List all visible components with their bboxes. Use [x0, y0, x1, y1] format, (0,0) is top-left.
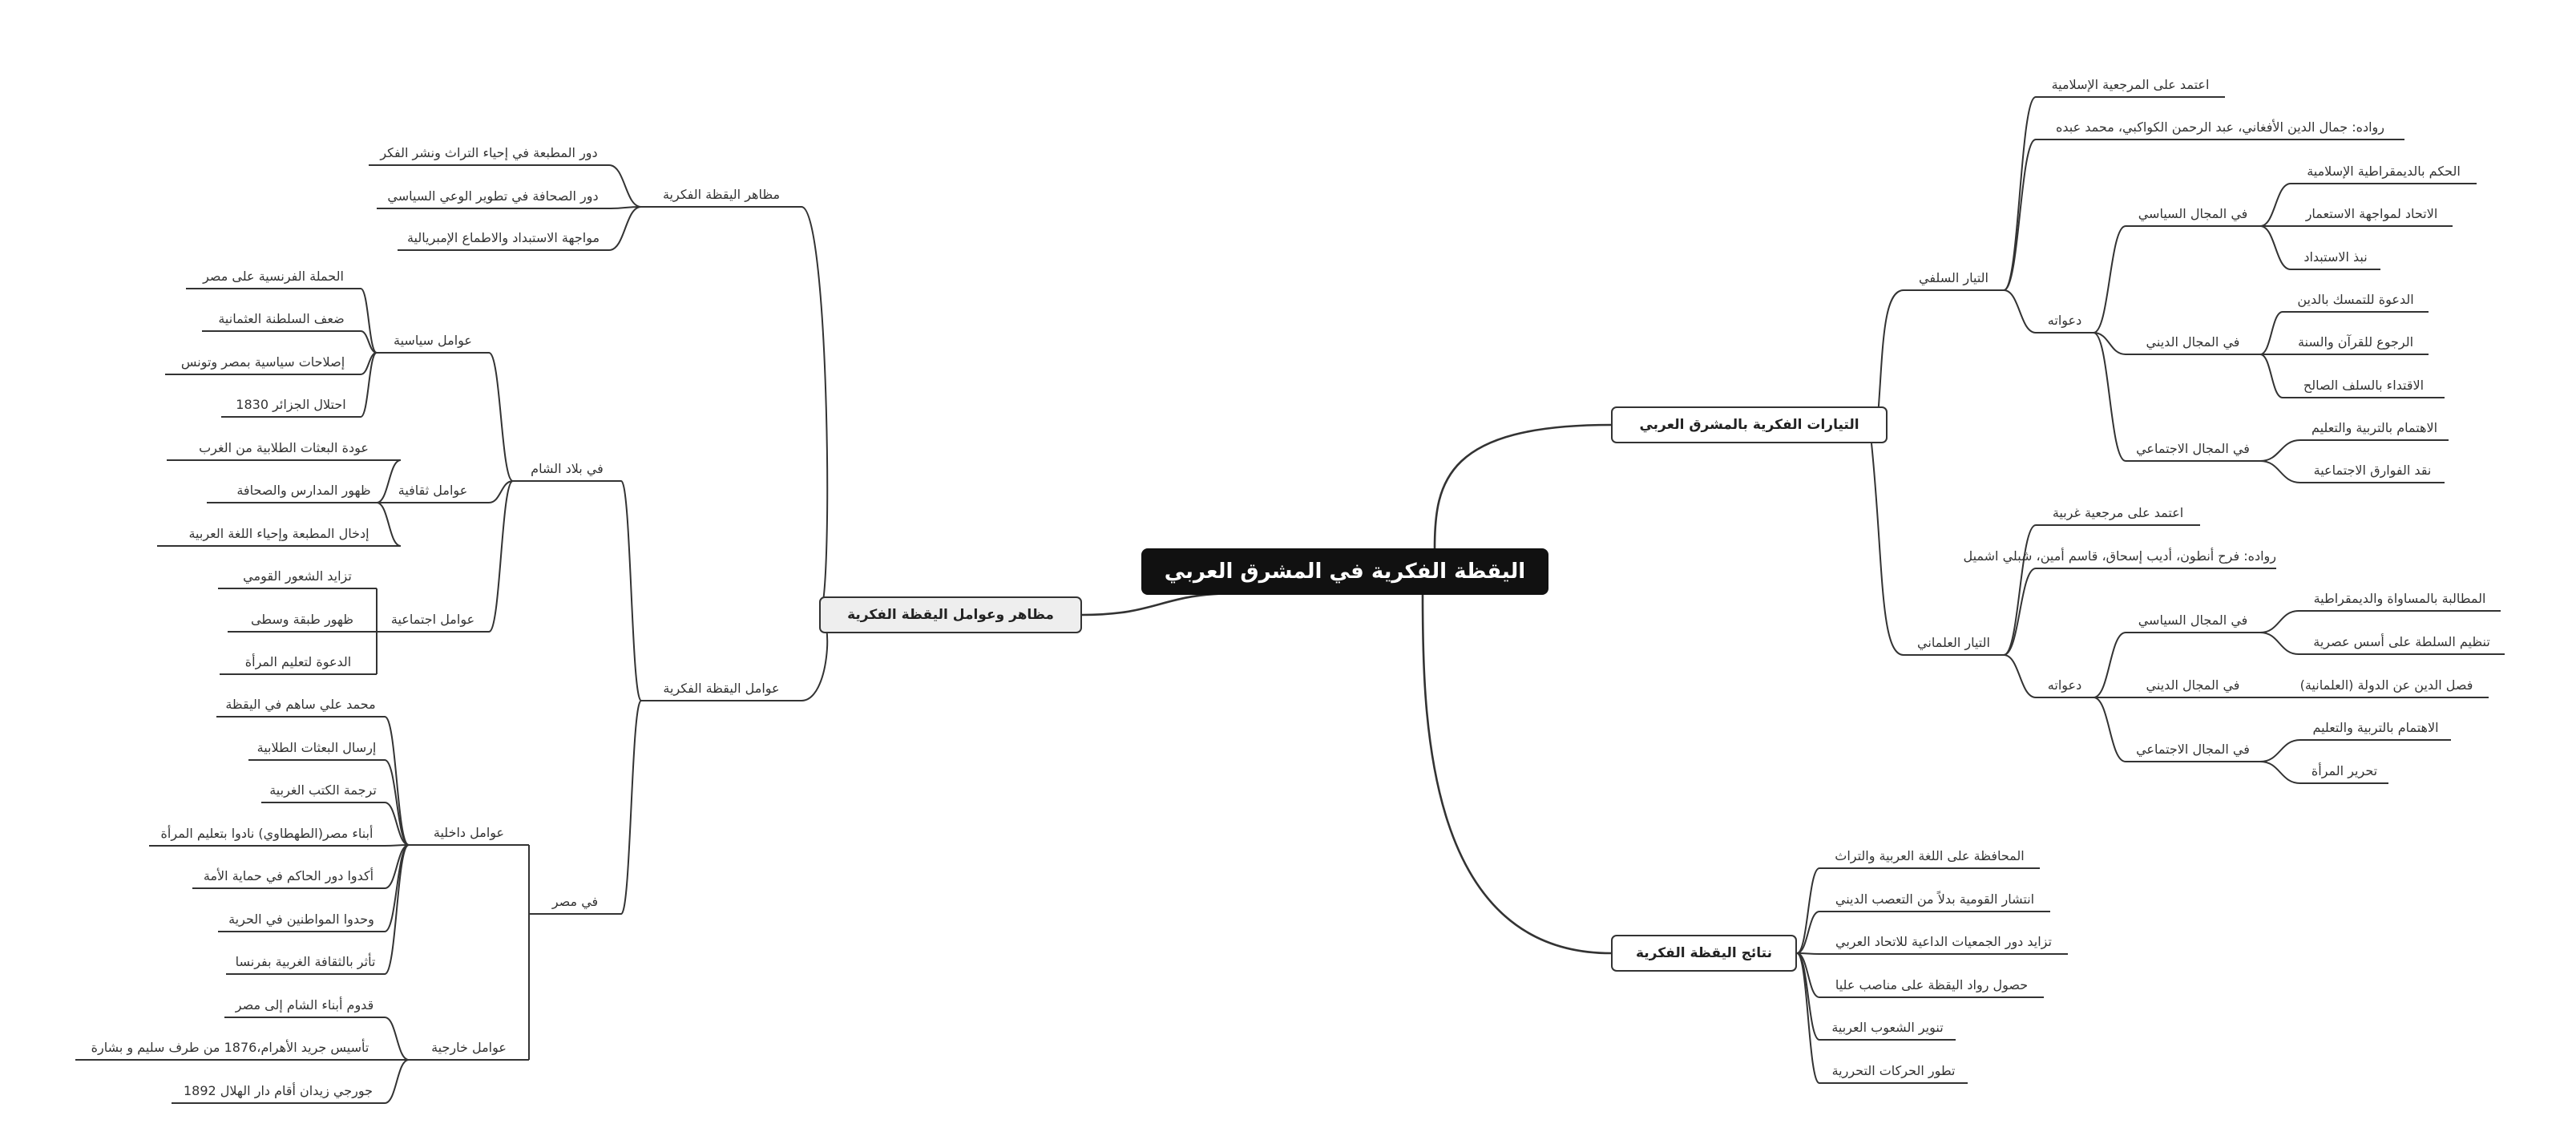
- link: [2260, 312, 2283, 354]
- branch-label: مظاهر وعوامل اليقظة الفكرية: [847, 607, 1054, 623]
- egypt-node[interactable]: في مصر: [551, 894, 599, 909]
- salafi-item[interactable]: اعتمد على المرجعية الإسلامية: [2051, 77, 2210, 92]
- sham-factor-item[interactable]: ضعف السلطنة العثمانية: [218, 311, 345, 326]
- manifestation-item[interactable]: دور المطبعة في إحياء التراث ونشر الفكر: [380, 145, 598, 160]
- link: [489, 481, 513, 503]
- egypt-factor-item[interactable]: أكدوا دور الحاكم في حماية الأمة: [203, 868, 374, 883]
- secular-call-item[interactable]: الاهتمام بالتربية والتعليم: [2312, 720, 2439, 735]
- salafi-domain[interactable]: في المجال السياسي: [2138, 206, 2248, 221]
- branch-label: التيارات الفكرية بالمشرق العربي: [1639, 417, 1859, 433]
- trunk-currents: [1435, 425, 1611, 548]
- manifestation-item[interactable]: مواجهة الاستبداد والاطماع الإمبريالية: [406, 230, 600, 245]
- link: [2094, 697, 2126, 762]
- link: [2260, 440, 2300, 461]
- link: [2004, 568, 2036, 655]
- salafi-domain[interactable]: في المجال الديني: [2146, 334, 2240, 350]
- result-item[interactable]: حصول رواد اليقظة على مناصب عليا: [1835, 977, 2029, 992]
- link: [2004, 525, 2036, 655]
- sham-factor-item[interactable]: ظهور المدارس والصحافة: [236, 483, 371, 498]
- salafi-call-item[interactable]: الدعوة للتمسك بالدين: [2297, 292, 2414, 307]
- egypt-factor-item[interactable]: تأثر بالثقافة الغربية بفرنسا: [235, 954, 376, 969]
- sham-factor-group[interactable]: عوامل ثقافية: [398, 483, 468, 498]
- link: [621, 481, 641, 701]
- trunk-results: [1423, 595, 1611, 953]
- salafi-calls-node[interactable]: دعواته: [2047, 313, 2082, 328]
- result-item[interactable]: تنوير الشعوب العربية: [1831, 1020, 1944, 1035]
- link: [2094, 333, 2126, 461]
- sham-factor-item[interactable]: عودة البعثات الطلابية من الغرب: [199, 440, 369, 455]
- secular-item[interactable]: رواده: فرح أنطون، أديب إسحاق، قاسم أمين، شبلي اشميل: [1963, 548, 2276, 564]
- egypt-factor-group[interactable]: عوامل خارجية: [431, 1040, 507, 1055]
- sham-factor-item[interactable]: إدخال المطبعة وإحياء اللغة العربية: [188, 526, 369, 541]
- link: [2004, 97, 2036, 290]
- central-topic-label: اليقظة الفكرية في المشرق العربي: [1164, 560, 1526, 584]
- secular-node[interactable]: التيار العلماني: [1917, 635, 1990, 650]
- link: [2260, 633, 2299, 654]
- manifestations-node[interactable]: مظاهر اليقظة الفكرية: [662, 187, 781, 202]
- link: [1797, 868, 1819, 953]
- manifestation-item[interactable]: دور الصحافة في تطوير الوعي السياسي: [387, 188, 599, 204]
- result-item[interactable]: المحافظة على اللغة العربية والتراث: [1835, 848, 2025, 863]
- secular-domain[interactable]: في المجال الديني: [2146, 677, 2240, 693]
- secular-call-item[interactable]: تنظيم السلطة على أسس عصرية: [2313, 634, 2490, 649]
- branch-manifestations-and-factors[interactable]: [819, 596, 1082, 633]
- salafi-call-item[interactable]: الحكم بالديمقراطية الإسلامية: [2307, 164, 2461, 179]
- link: [2094, 226, 2126, 333]
- link: [2004, 290, 2036, 333]
- egypt-factor-item[interactable]: محمد علي ساهم في اليقظة: [225, 697, 376, 712]
- secular-call-item[interactable]: تحرير المرأة: [2311, 763, 2378, 778]
- link: [385, 1060, 409, 1103]
- sham-factor-item[interactable]: احتلال الجزائر 1830: [236, 397, 346, 412]
- sham-factor-item[interactable]: إصلاحات سياسية بمصر وتونس: [180, 354, 345, 370]
- egypt-factor-item[interactable]: وحدوا المواطنين في الحرية: [228, 912, 374, 927]
- result-item[interactable]: انتشار القومية بدلاً من التعصب الديني: [1835, 891, 2035, 907]
- salafi-domain[interactable]: في المجال الاجتماعي: [2136, 441, 2250, 456]
- link: [801, 207, 827, 615]
- link: [2260, 184, 2291, 226]
- link: [2260, 461, 2300, 483]
- salafi-call-item[interactable]: الاقتداء بالسلف الصالح: [2303, 378, 2425, 393]
- sham-factor-item[interactable]: ظهور طبقة وسطى: [250, 612, 354, 627]
- result-item[interactable]: تزايد دور الجمعيات الداعية للاتحاد العربي: [1835, 934, 2052, 949]
- link: [1871, 443, 1904, 655]
- central-topic[interactable]: [1141, 548, 1548, 595]
- link: [2094, 633, 2126, 697]
- sham-factor-group[interactable]: عوامل سياسية: [394, 333, 472, 348]
- salafi-call-item[interactable]: الاتحاد لمواجهة الاستعمار: [2305, 206, 2438, 221]
- link: [2004, 139, 2036, 290]
- branch-label: نتائج اليقظة الفكرية: [1635, 945, 1773, 961]
- trunk-left: [1082, 593, 1238, 615]
- secular-call-item[interactable]: فصل الدين عن الدولة (العلمانية): [2299, 677, 2473, 693]
- result-item[interactable]: تطور الحركات التحررية: [1831, 1063, 1956, 1078]
- sham-factor-item[interactable]: تزايد الشعور القومي: [243, 568, 352, 584]
- link: [2260, 740, 2300, 762]
- link: [489, 481, 513, 632]
- secular-calls-node[interactable]: دعواته: [2047, 677, 2082, 693]
- egypt-factor-item[interactable]: تأسيس جريد الأهرام،1876 من طرف سليم و بشارة: [91, 1040, 369, 1055]
- sham-factor-group[interactable]: عوامل اجتماعية: [390, 612, 475, 627]
- link: [621, 701, 641, 914]
- link: [385, 845, 409, 932]
- sham-factor-item[interactable]: الدعوة لتعليم المرأة: [244, 654, 352, 669]
- link: [489, 353, 513, 481]
- secular-domain[interactable]: في المجال الاجتماعي: [2136, 742, 2250, 757]
- link: [2004, 655, 2036, 697]
- salafi-call-item[interactable]: نبذ الاستبداد: [2303, 249, 2368, 265]
- factors-node[interactable]: عوامل اليقظة الفكرية: [663, 681, 780, 696]
- link: [2260, 226, 2291, 269]
- egypt-factor-item[interactable]: ترجمة الكتب الغربية: [269, 782, 377, 798]
- egypt-factor-item[interactable]: جورجي زيدان أقام دار الهلال 1892: [183, 1083, 373, 1098]
- sham-factor-item[interactable]: الحملة الفرنسية على مصر: [203, 269, 344, 284]
- secular-item[interactable]: اعتمد على مرجعية غربية: [2052, 505, 2184, 520]
- branch-results[interactable]: [1611, 935, 1797, 972]
- link: [2260, 762, 2300, 783]
- link: [609, 207, 641, 250]
- salafi-item[interactable]: رواده: جمال الدين الأفغاني، عبد الرحمن الكواكبي، محمد عبده: [2056, 119, 2384, 135]
- secular-domain[interactable]: في المجال السياسي: [2138, 612, 2248, 628]
- salafi-node[interactable]: التيار السلفي: [1919, 270, 1989, 285]
- link: [609, 165, 641, 207]
- salafi-call-item[interactable]: نقد الفوارق الاجتماعية: [2313, 463, 2432, 478]
- egypt-factor-group[interactable]: عوامل داخلية: [433, 825, 505, 840]
- egypt-factor-item[interactable]: إرسال البعثات الطلابية: [256, 740, 377, 755]
- link: [385, 1017, 409, 1060]
- sham-node[interactable]: في بلاد الشام: [531, 461, 604, 476]
- link: [2260, 354, 2283, 398]
- link: [1797, 912, 1819, 953]
- egypt-factor-item[interactable]: قدوم أبناء الشام إلى مصر: [235, 997, 374, 1013]
- secular-call-item[interactable]: المطالبة بالمساواة والديمقراطية: [2313, 591, 2486, 606]
- link: [2260, 611, 2299, 633]
- salafi-call-item[interactable]: الرجوع للقرآن والسنة: [2297, 334, 2414, 350]
- branch-intellectual-currents[interactable]: [1611, 406, 1888, 443]
- egypt-factor-item[interactable]: أبناء مصر(الطهطاوي) نادوا بتعليم المرأة: [160, 826, 373, 841]
- salafi-call-item[interactable]: الاهتمام بالتربية والتعليم: [2311, 420, 2438, 435]
